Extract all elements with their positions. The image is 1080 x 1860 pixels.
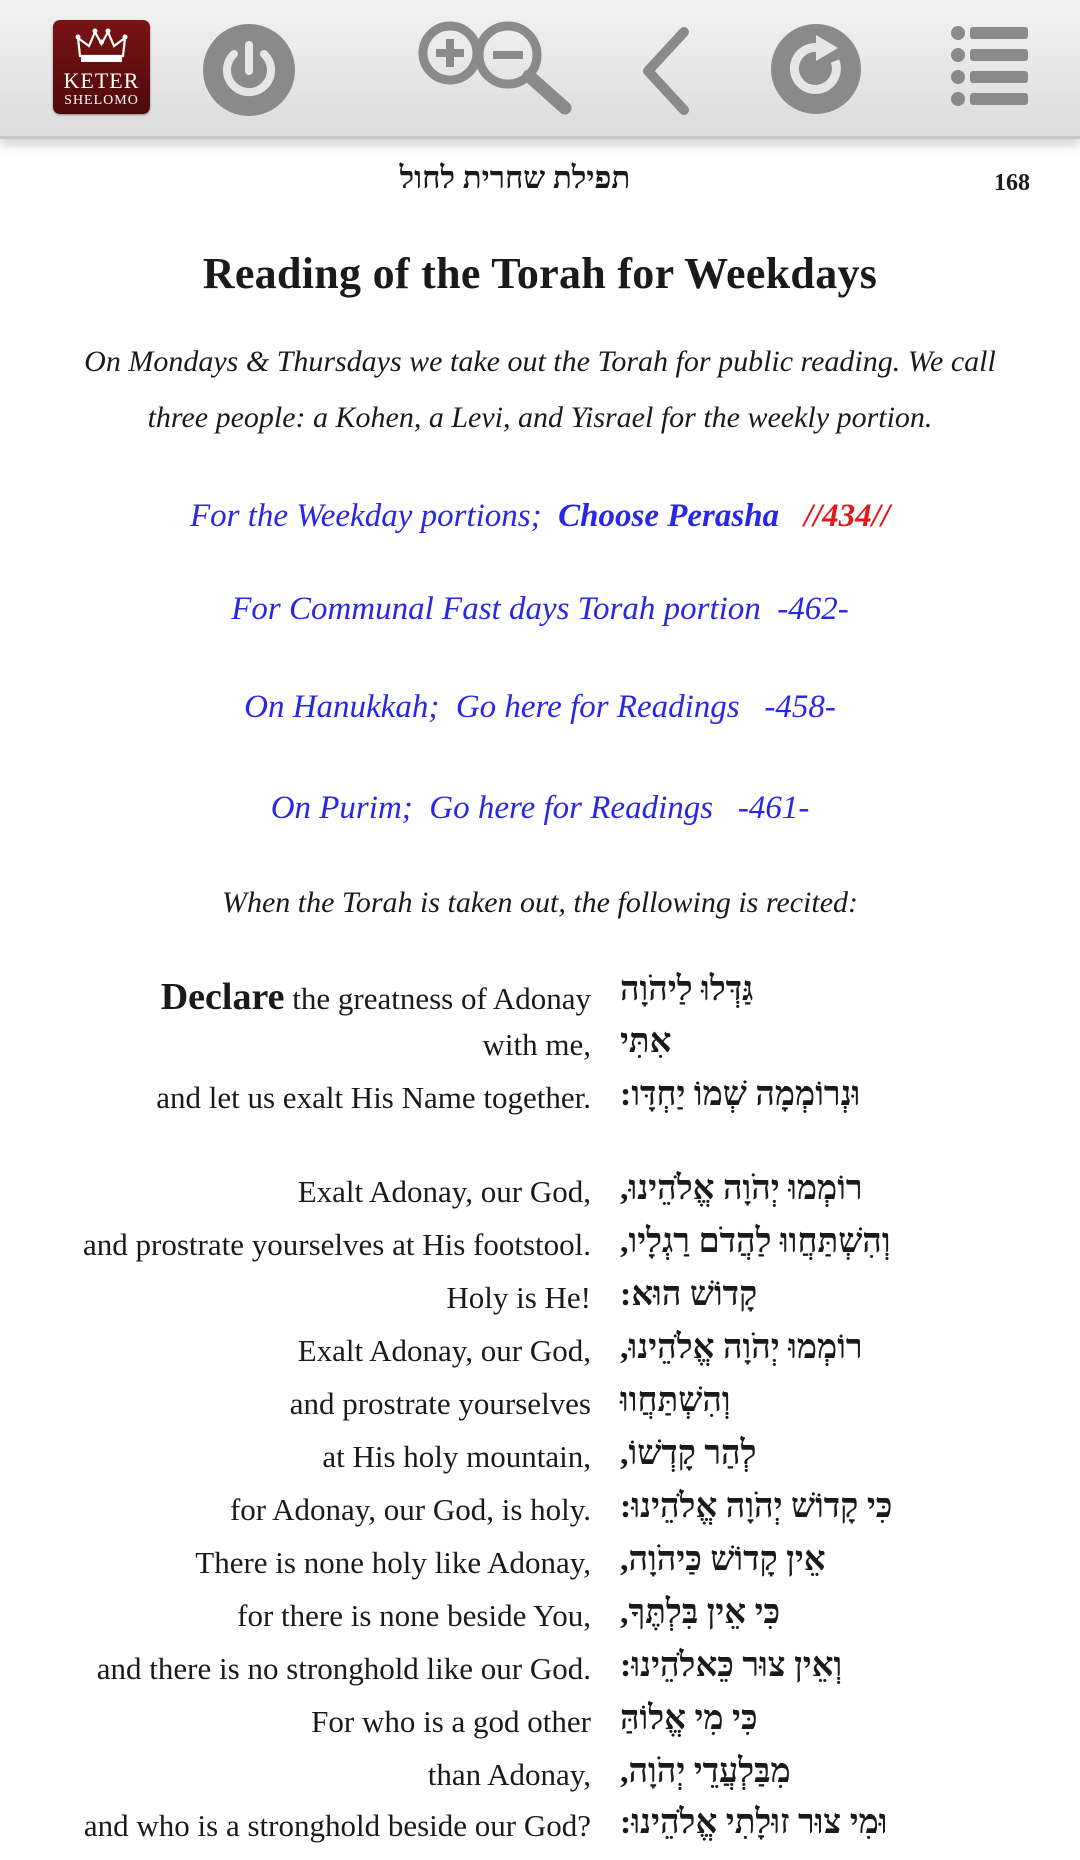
verse-row (0, 1382, 1080, 1438)
verse-english: and prostrate yourselves at His footstool. (83, 1227, 591, 1262)
verse-lead-word: Declare (160, 976, 285, 1018)
verse-hebrew: וְהִשְׁתַּחֲווּ (620, 1382, 731, 1419)
weekday-portions-link[interactable] (0, 498, 1080, 535)
logo-line-shelomo: SHELOMO (64, 93, 139, 108)
choose-perasha-link[interactable]: Choose Perasha (558, 498, 780, 534)
intro-line-2: three people: a Kohen, a Levi, and Yisrael for the weekly portion. (147, 401, 933, 434)
verse-row (0, 971, 1080, 1027)
menu-button[interactable] (950, 25, 1030, 109)
page-title: Reading of the Torah for Weekdays (202, 249, 878, 298)
keter-shelomo-logo[interactable] (53, 20, 150, 114)
verse-english-text: the greatness of Adonay (284, 981, 591, 1016)
verse-hebrew: וּנְרוֹמְמָה שְׁמוֹ יַחְדָּו: (620, 1076, 861, 1113)
top-toolbar (0, 0, 1080, 139)
verse-hebrew: רוֹמְמוּ יְהֹוָה אֱלֹהֵינוּ, (620, 1329, 863, 1366)
verse-english: and who is a stronghold beside our God? (83, 1808, 591, 1843)
verse-english: Exalt Adonay, our God, (297, 1333, 591, 1368)
verse-hebrew: כִּי אֵין בִּלְתֶּךָ, (620, 1594, 781, 1631)
verse-row (0, 1076, 1080, 1132)
verse-hebrew: גַּדְּלוּ לַיהֹוָה (620, 971, 754, 1008)
intro-line-1: On Mondays & Thursdays we take out the Torah for public reading. We call (84, 345, 996, 378)
verse-row (0, 1170, 1080, 1226)
verse-row (0, 1700, 1080, 1756)
hanukkah-link[interactable] (0, 689, 1080, 726)
verse-english: and let us exalt His Name together. (156, 1080, 591, 1115)
verse-hebrew: לְהַר קָדְשׁוֹ, (620, 1435, 757, 1472)
verse-english: for Adonay, our God, is holy. (229, 1492, 591, 1527)
zoom-in-out-icon (415, 20, 575, 116)
hanukkah-text: On Hanukkah; Go here for Readings -458- (244, 689, 836, 725)
verse-row (0, 1594, 1080, 1650)
weekday-portions-text: For the Weekday portions; (189, 498, 542, 534)
verse-english: than Adonay, (427, 1757, 591, 1792)
verse-english: and prostrate yourselves (289, 1386, 591, 1421)
menu-list-icon (950, 25, 1030, 109)
verse-english: at His holy mountain, (322, 1439, 591, 1474)
verse-english: There is none holy like Adonay, (195, 1545, 591, 1580)
verse-english: For who is a god other (311, 1704, 591, 1739)
verse-hebrew: אֵין קָדוֹשׁ כַּיהֹוָה, (620, 1541, 826, 1578)
refresh-button[interactable] (768, 21, 864, 117)
recite-note: When the Torah is taken out, the following is recited: (221, 886, 859, 919)
verse-english: and there is no stronghold like our God. (96, 1651, 591, 1686)
page-number: 168 (994, 170, 1030, 196)
perasha-page-ref[interactable]: //434// (803, 498, 890, 534)
purim-link[interactable] (0, 790, 1080, 827)
verse-hebrew: וְאֵין צוּר כֵּאלֹהֵינוּ: (620, 1647, 843, 1684)
zoom-button[interactable] (415, 20, 575, 116)
verse-row (0, 1435, 1080, 1491)
verse-hebrew: כִּי מִי אֱלוֹהַּ (620, 1700, 758, 1737)
verse-row (0, 1541, 1080, 1597)
page-header (0, 160, 1080, 210)
verse-hebrew: וְהִשְׁתַּחֲווּ לַהֲדֹם רַגְלָיו, (620, 1223, 891, 1260)
verse-english (161, 975, 591, 1019)
refresh-icon (768, 21, 864, 117)
verse-row (0, 1023, 1080, 1079)
verse-hebrew: רוֹמְמוּ יְהֹוָה אֱלֹהֵינוּ, (620, 1170, 863, 1207)
verse-hebrew: וּמִי צוּר זוּלָתִי אֱלֹהֵינוּ: (620, 1804, 888, 1841)
verse-row (0, 1488, 1080, 1544)
verse-row (0, 1647, 1080, 1703)
fast-days-link[interactable] (0, 591, 1080, 628)
verse-hebrew: אִתִּי (620, 1023, 672, 1060)
verse-hebrew: מִבַּלְעֲדֵי יְהֹוָה, (620, 1753, 791, 1790)
verse-hebrew: קָדוֹשׁ הוּא: (620, 1276, 758, 1313)
power-icon (200, 21, 298, 119)
verse-row (0, 1276, 1080, 1332)
verse-english: Holy is He! (446, 1280, 591, 1315)
purim-text: On Purim; Go here for Readings -461- (270, 790, 810, 826)
hebrew-section-header: תפילת שחרית לחול (399, 160, 631, 195)
verse-row (0, 1329, 1080, 1385)
fast-days-text: For Communal Fast days Torah portion -462- (231, 591, 849, 627)
logo-line-keter: KETER (63, 68, 140, 93)
back-button[interactable] (636, 26, 696, 116)
intro-text (30, 334, 1050, 446)
verse-row (0, 1223, 1080, 1279)
verse-row (0, 1804, 1080, 1860)
back-chevron-icon (636, 26, 696, 116)
verse-english: for there is none beside You, (237, 1598, 591, 1633)
verse-row (0, 1753, 1080, 1809)
crown-icon (75, 26, 128, 66)
verse-hebrew: כִּי קָדוֹשׁ יְהֹוָה אֱלֹהֵינוּ: (620, 1488, 893, 1525)
verse-english: with me, (482, 1027, 591, 1062)
power-button[interactable] (200, 21, 298, 119)
verse-english: Exalt Adonay, our God, (297, 1174, 591, 1209)
